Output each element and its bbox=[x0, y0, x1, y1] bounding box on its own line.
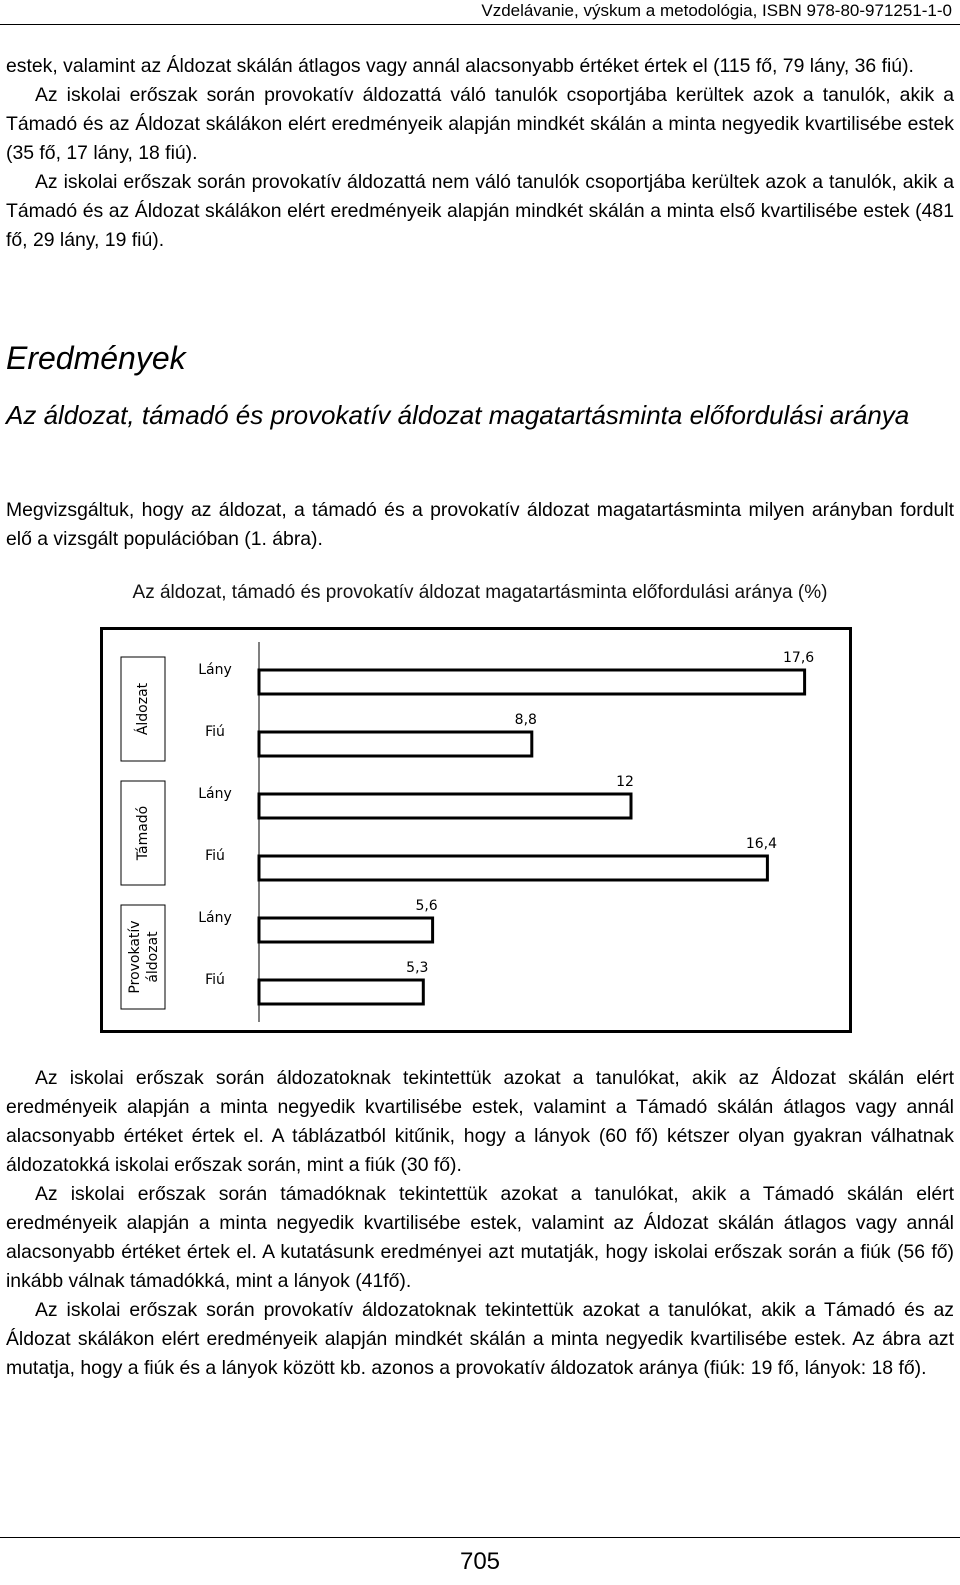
intro-paragraph-1: estek, valamint az Áldozat skálán átlagos vagy annál alacsonyabb értéket értek el (115 fő, 79 lány, 36 fiú). bbox=[6, 55, 914, 77]
data-label-4: 16,4 bbox=[745, 836, 777, 852]
running-header-text: Vzdelávanie, výskum a metodológia, ISBN 978-80-971251-1-0 bbox=[481, 1, 952, 20]
figure-caption: Az áldozat, támadó és provokatív áldozat magatartásminta előfordulási aránya (%) bbox=[132, 582, 828, 603]
category-label-2: Fiú bbox=[205, 724, 225, 740]
lead-paragraph-block bbox=[6, 496, 954, 554]
section-title: Eredmények bbox=[6, 340, 186, 376]
bar-1 bbox=[259, 670, 805, 694]
bar-6 bbox=[259, 980, 423, 1004]
category-label-4: Fiú bbox=[205, 848, 225, 864]
header-rule bbox=[0, 24, 960, 25]
running-header bbox=[0, 0, 960, 24]
data-label-1: 17,6 bbox=[783, 650, 815, 666]
data-label-3: 12 bbox=[616, 774, 634, 790]
intro-paragraphs bbox=[6, 52, 954, 255]
group-label-1: Áldozat bbox=[135, 682, 151, 736]
bar-5 bbox=[259, 918, 433, 942]
lead-paragraph: Megvizsgáltuk, hogy az áldozat, a támadó és a provokatív áldozat magatartásminta milyen arányban fordult elő a vizsgált populációban (1. ábra). bbox=[6, 499, 954, 550]
group-label-2: Támadó bbox=[135, 805, 151, 861]
intro-paragraph-2: Az iskolai erőszak során provokatív áldozattá váló tanulók csoportjába kerültek azok a tanulók, akik a Támadó és az Áldozat skálákon elért eredményeik alapján mindkét skálán a minta negyedik kvartilisébe estek (35 fő, 17 lány, 18 fiú). bbox=[6, 84, 954, 164]
page-number: 705 bbox=[459, 1548, 501, 1575]
bar-chart bbox=[103, 630, 849, 1030]
bar-2 bbox=[259, 732, 532, 756]
body-paragraph-1: Az iskolai erőszak során áldozatoknak tekintettük azokat a tanulókat, akik az Áldozat skálán elért eredményeik alapján a minta negyedik kvartilisébe estek, valamint a Támadó skálán átlagos vagy annál alacsonyabb értéket értek el. A táblázatból kitűnik, hogy a lányok (60 fő) kétszer olyan gyakran válhatnak áldozatokká iskolai erőszak során, mint a fiúk (30 fő). bbox=[6, 1067, 954, 1176]
bar-3 bbox=[259, 794, 631, 818]
bar-4 bbox=[259, 856, 767, 880]
category-label-1: Lány bbox=[198, 662, 232, 678]
category-label-5: Lány bbox=[198, 910, 232, 926]
data-label-5: 5,6 bbox=[415, 898, 438, 914]
body-paragraphs bbox=[6, 1064, 954, 1383]
footer-rule bbox=[0, 1537, 960, 1538]
data-label-6: 5,3 bbox=[406, 960, 429, 976]
data-label-2: 8,8 bbox=[514, 712, 537, 728]
subsection-title: Az áldozat, támadó és provokatív áldozat magatartásminta előfordulási aránya bbox=[6, 400, 910, 430]
category-label-6: Fiú bbox=[205, 972, 225, 988]
intro-paragraph-3: Az iskolai erőszak során provokatív áldozattá nem váló tanulók csoportjába kerültek azok a tanulók, akik a Támadó és az Áldozat skálákon elért eredményeik alapján mindkét skálán a minta első kvartilisébe estek (481 fő, 29 lány, 19 fiú). bbox=[6, 171, 954, 251]
body-paragraph-2: Az iskolai erőszak során támadóknak tekintettük azokat a tanulókat, akik a Támadó skálán elért eredményeik alapján a minta negyedik kvartilisébe estek, valamint az Áldozat skálán átlagos vagy annál alacsonyabb értéket értek el. A kutatásunk eredményei azt mutatják, hogy iskolai erőszak során a fiúk (56 fő) inkább válnak támadókká, mint a lányok (41fő). bbox=[6, 1183, 954, 1292]
body-paragraph-3: Az iskolai erőszak során provokatív áldozatoknak tekintettük azokat a tanulókat, akik a Támadó és az Áldozat skálákon elért eredményeik alapján mindkét skálán a minta negyedik kvartilisébe estek. Az ábra azt mutatja, hogy a fiúk és a lányok között kb. azonos a provokatív áldozatok aránya (fiúk: 19 fő, lányok: 18 fő). bbox=[6, 1299, 954, 1379]
group-label-3: Provokatív áldozat bbox=[127, 920, 161, 994]
bar-chart-frame bbox=[100, 627, 852, 1033]
category-label-3: Lány bbox=[198, 786, 232, 802]
